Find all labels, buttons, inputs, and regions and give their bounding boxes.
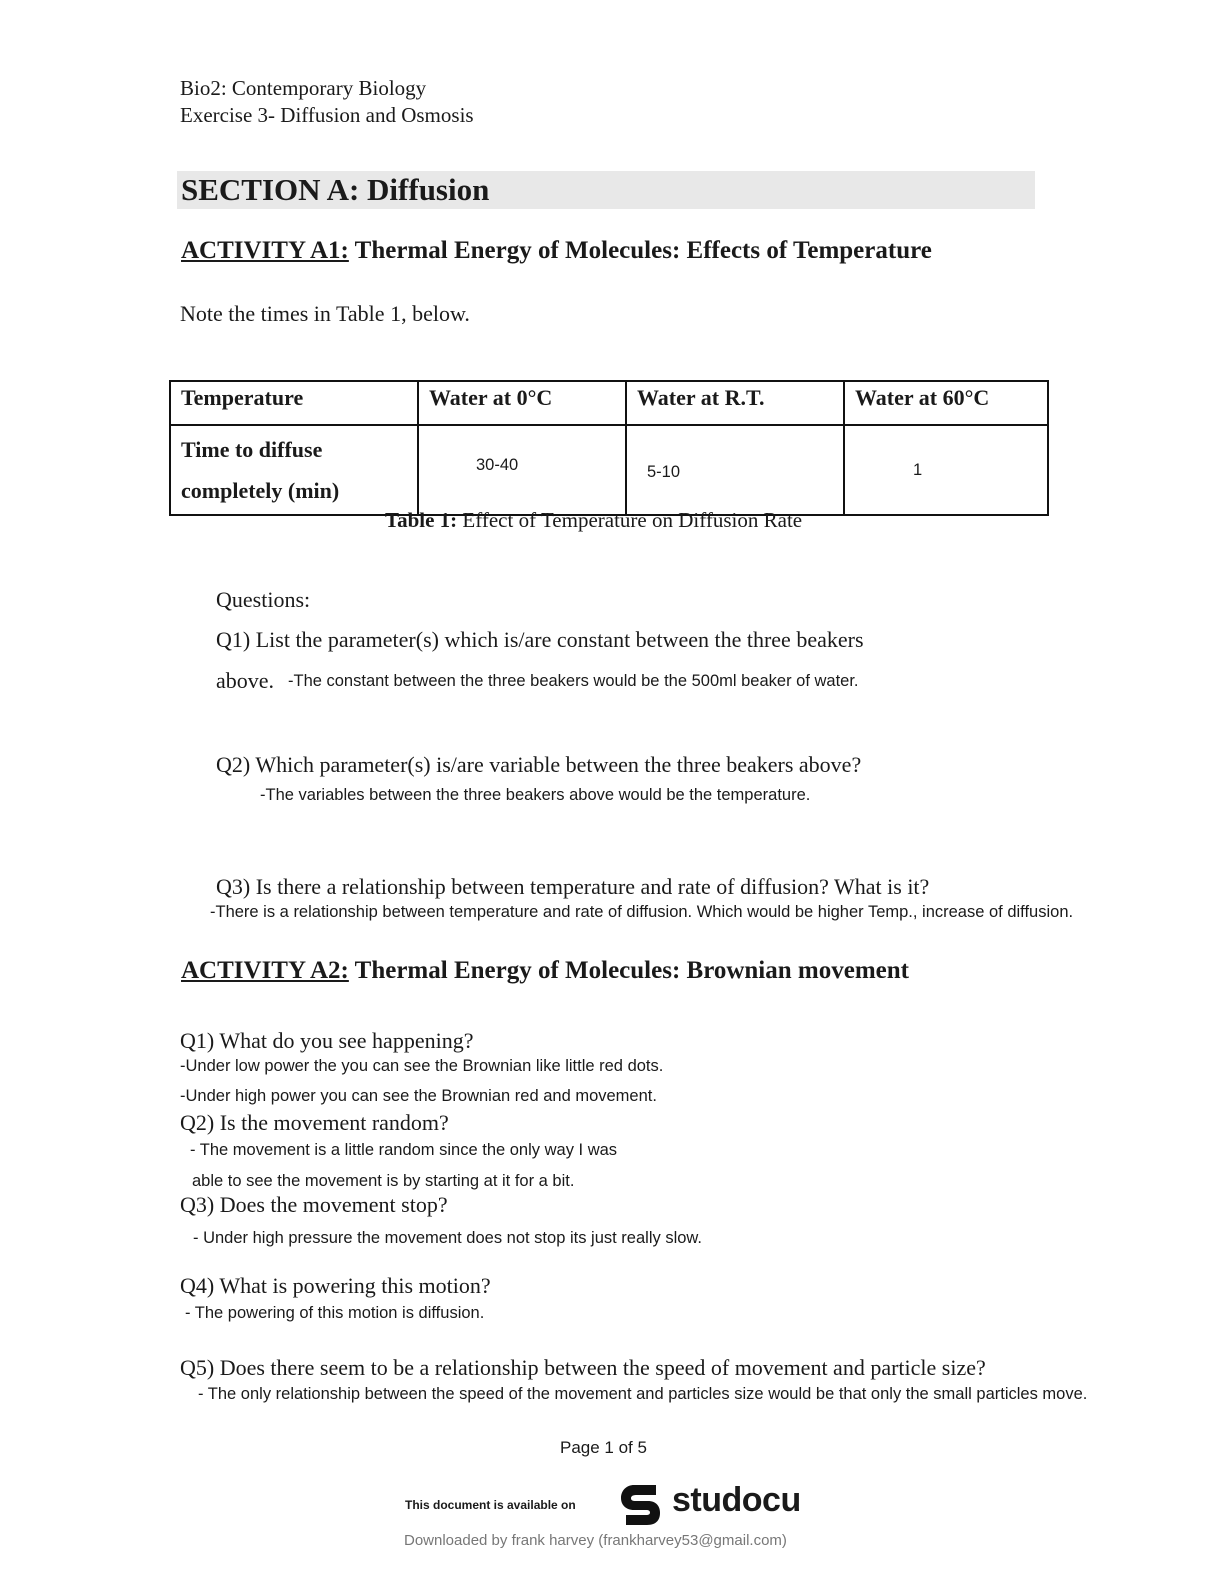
table-header-cell: Water at 0°C (418, 381, 626, 425)
temperature-table (169, 380, 1049, 516)
a1-answer-1: -The constant between the three beakers would be the 500ml beaker of water. (288, 672, 859, 690)
activity-a1-title: Thermal Energy of Molecules: Effects of Temperature (348, 237, 932, 264)
a1-question-2: Q2) Which parameter(s) is/are variable between the three beakers above? (216, 752, 862, 777)
a1-question-1-end: above. (216, 668, 275, 693)
table-cell: 5-10 (626, 425, 844, 515)
a2-answer-1b: -Under high power you can see the Brownian red and movement. (180, 1087, 657, 1105)
table-header-cell: Water at 60°C (844, 381, 1048, 425)
a2-answer-2a: - The movement is a little random since the only way I was (190, 1141, 618, 1159)
a1-answer-2: -The variables between the three beakers above would be the temperature. (260, 786, 811, 804)
a2-question-2: Q2) Is the movement random? (180, 1110, 449, 1135)
a2-answer-2b: able to see the movement is by starting at it for a bit. (192, 1172, 575, 1190)
a2-answer-3: - Under high pressure the movement does not stop its just really slow. (193, 1229, 702, 1247)
table-row (170, 425, 1048, 515)
table-header-cell: Temperature (170, 381, 418, 425)
table-row-label (170, 425, 418, 515)
table-header-cell: Water at R.T. (626, 381, 844, 425)
a1-answer-3: -There is a relationship between temperature and rate of diffusion. Which would be higher Temp., increase of diffusion. (210, 903, 1074, 921)
studocu-logo-icon (620, 1483, 662, 1527)
course-title: Bio2: Contemporary Biology (180, 76, 427, 100)
availability-text: This document is available on (405, 1498, 576, 1512)
activity-a2-title: Thermal Energy of Molecules: Brownian movement (348, 957, 909, 984)
a2-question-1: Q1) What do you see happening? (180, 1028, 474, 1053)
questions-heading: Questions: (216, 587, 311, 612)
page-number: Page 1 of 5 (560, 1438, 647, 1457)
a1-question-3: Q3) Is there a relationship between temperature and rate of diffusion? What is it? (216, 874, 930, 899)
caption-label: Table 1: (385, 508, 458, 532)
a2-answer-5: - The only relationship between the speed of the movement and particles size would be that only the small particles move. (198, 1385, 1088, 1403)
table-cell: 1 (844, 425, 1048, 515)
activity-a1-heading (181, 237, 932, 265)
a2-answer-4: - The powering of this motion is diffusion. (185, 1304, 485, 1322)
table-caption (385, 508, 802, 533)
a2-question-5: Q5) Does there seem to be a relationship between the speed of movement and particle size? (180, 1355, 986, 1380)
studocu-wordmark: studocu (672, 1481, 801, 1519)
caption-text: Effect of Temperature on Diffusion Rate (457, 508, 803, 532)
a2-question-4: Q4) What is powering this motion? (180, 1273, 491, 1298)
table-header-row (170, 381, 1048, 425)
activity-a2-heading (181, 957, 909, 985)
row-label-line: Time to diffuse (181, 437, 323, 462)
a2-question-3: Q3) Does the movement stop? (180, 1192, 448, 1217)
a2-answer-1a: -Under low power the you can see the Brownian like little red dots. (180, 1057, 664, 1075)
table-note: Note the times in Table 1, below. (180, 301, 470, 326)
activity-a1-label: ACTIVITY A1: (181, 237, 349, 264)
download-attribution: Downloaded by frank harvey (frankharvey53@gmail.com) (404, 1532, 787, 1549)
row-label-line: completely (min) (181, 478, 340, 503)
activity-a2-label: ACTIVITY A2: (181, 957, 349, 984)
table-cell: 30-40 (418, 425, 626, 515)
exercise-title: Exercise 3- Diffusion and Osmosis (180, 103, 474, 127)
a1-question-1: Q1) List the parameter(s) which is/are constant between the three beakers (216, 627, 864, 652)
section-title: SECTION A: Diffusion (181, 172, 490, 207)
